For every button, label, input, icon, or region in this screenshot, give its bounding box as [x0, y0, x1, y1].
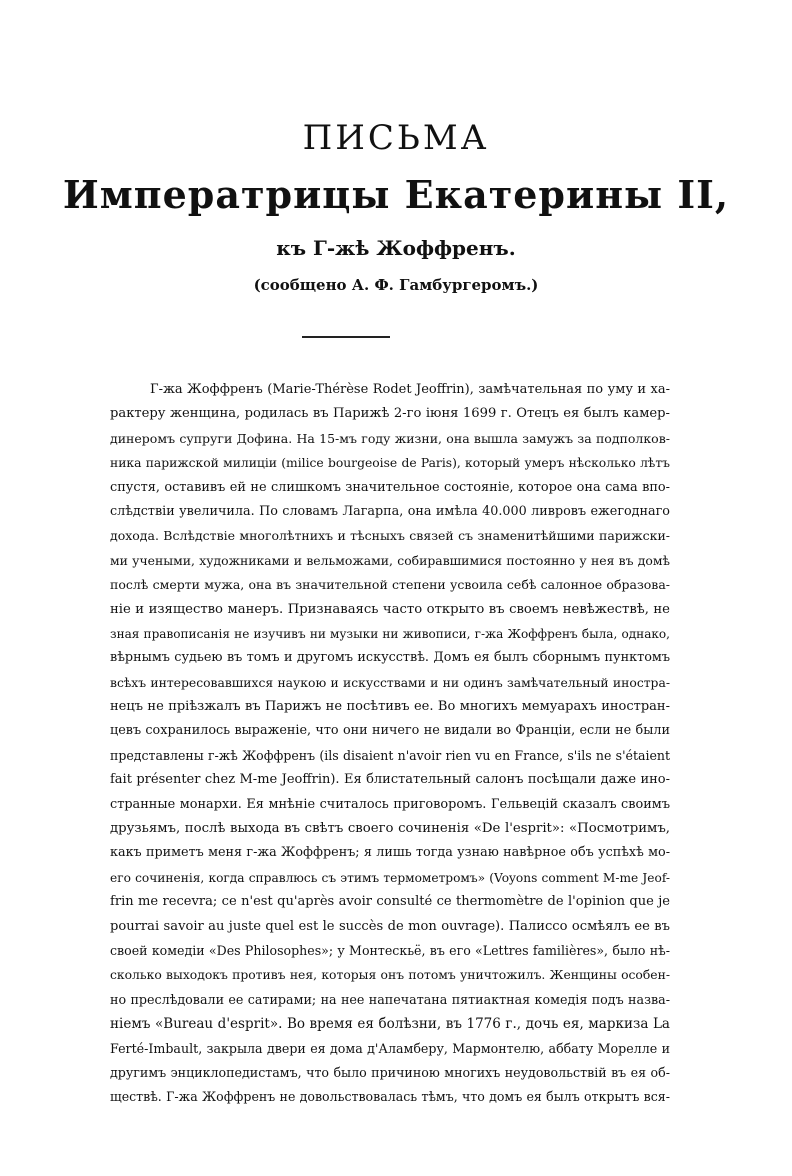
text-line: ніемъ «Bureau d'esprit». Во время ея болѣзни, въ 1776 г., дочь ея, маркиза La — [110, 1016, 670, 1033]
text-line: зная правописанія не изучивъ ни музыки ни живописи, г-жа Жоффренъ была, однако, — [110, 626, 670, 641]
text-line: всѣхъ интересовавшихся наукою и искусствами и ни одинъ замѣчательный иностра- — [110, 675, 670, 690]
text-line: нецъ не пріѣзжалъ въ Парижъ не посѣтивъ ее. Во многихъ мемуарахъ иностран- — [110, 699, 670, 715]
text-line: сколько выходокъ противъ нея, которыя онъ потомъ уничтожилъ. Женщины особен- — [110, 968, 670, 983]
text-line: вѣрнымъ судьею въ томъ и другомъ искусствѣ. Домъ ея былъ сборнымъ пунктомъ — [110, 650, 670, 666]
text-line: какъ приметъ меня г-жа Жоффренъ; я лишь тогда узнаю навѣрное объ успѣхѣ мо- — [110, 845, 670, 861]
text-line: спустя, оставивъ ей не слишкомъ значительное состояніе, которое она сама впо- — [110, 479, 670, 495]
text-line: слѣдствіи увеличила. По словамъ Лагарпа, она имѣла 40.000 ливровъ ежегоднаго — [110, 503, 670, 519]
text-line: frin me recevra; ce n'est qu'après avoir consulté ce thermomètre de l'opinion que je — [110, 894, 670, 910]
text-line: представлены г-жѣ Жоффренъ (ils disaient n'avoir rien vu en France, s'ils ne s'étaient — [110, 747, 670, 763]
text-line: ществѣ. Г-жа Жоффренъ не довольствовалась тѣмъ, что домъ ея былъ открытъ вся- — [110, 1089, 670, 1105]
text-line: дохода. Вслѣдствіе многолѣтнихъ и тѣсныхъ связей съ знаменитѣйшими парижски- — [110, 528, 670, 544]
attribution: (сообщено А. Ф. Гамбургеромъ.) — [253, 276, 539, 294]
text-line: fait présenter chez M-me Jeoffrin). Ея блистательный салонъ посѣщали даже ино- — [110, 772, 670, 788]
text-line: послѣ смерти мужа, она въ значительной степени усвоила себѣ салонное образова- — [110, 577, 670, 593]
text-line: но преслѣдовали ее сатирами; на нее напечатана пятиактная комедія подъ назва- — [110, 991, 670, 1007]
text-line: ми учеными, художниками и вельможами, собиравшимися постоянно у нея въ домѣ — [110, 552, 670, 568]
title-empress: Императрицы Екатерины II, — [62, 172, 730, 217]
divider-rule — [302, 336, 390, 338]
text-line: pourrai savoir au juste quel est le succès de mon ouvrage). Палиссо осмѣялъ ее въ — [110, 918, 670, 934]
title-recipient: къ Г-жѣ Жоффренъ. — [276, 236, 516, 260]
text-line: своей комедіи «Des Philosophes»; у Монтескьё, въ его «Lettres familières», было нѣ- — [110, 942, 670, 958]
body-text — [110, 378, 670, 1110]
text-line: рактеру женщина, родилась въ Парижѣ 2-го іюня 1699 г. Отецъ ея былъ камер- — [110, 406, 670, 422]
text-line: другимъ энциклопедистамъ, что было причиною многихъ неудовольствій въ ея об- — [110, 1064, 670, 1080]
text-line: друзьямъ, послѣ выхода въ свѣтъ своего сочиненія «De l'esprit»: «Посмотримъ, — [110, 821, 670, 837]
text-line: динеромъ супруги Дофина. На 15-мъ году жизни, она вышла замужъ за подполков- — [110, 430, 670, 446]
text-line: странные монархи. Ея мнѣніе считалось приговоромъ. Гельвецій сказалъ своимъ — [110, 796, 670, 812]
text-line: ніе и изящество манеръ. Признаваясь часто открыто въ своемъ невѣжествѣ, не — [110, 601, 670, 617]
text-line: Ferté-Imbault, закрыла двери ея дома д'Аламберу, Мармонтелю, аббату Морелле и — [110, 1040, 670, 1056]
text-line: цевъ сохранилось выраженіе, что они ничего не видали во Франціи, если не были — [110, 723, 670, 739]
text-line: его сочиненія, когда справлюсь съ этимъ термометромъ» (Voyons comment M-me Jeof- — [110, 870, 670, 885]
title-letters: ПИСЬМА — [302, 118, 490, 158]
text-line: ника парижской милиціи (milice bourgeoise de Paris), который умеръ нѣсколько лѣтъ — [110, 456, 670, 471]
text-line: Г-жа Жоффренъ (Marie-Thérèse Rodet Jeoffrin), замѣчательная по уму и ха- — [150, 382, 670, 397]
